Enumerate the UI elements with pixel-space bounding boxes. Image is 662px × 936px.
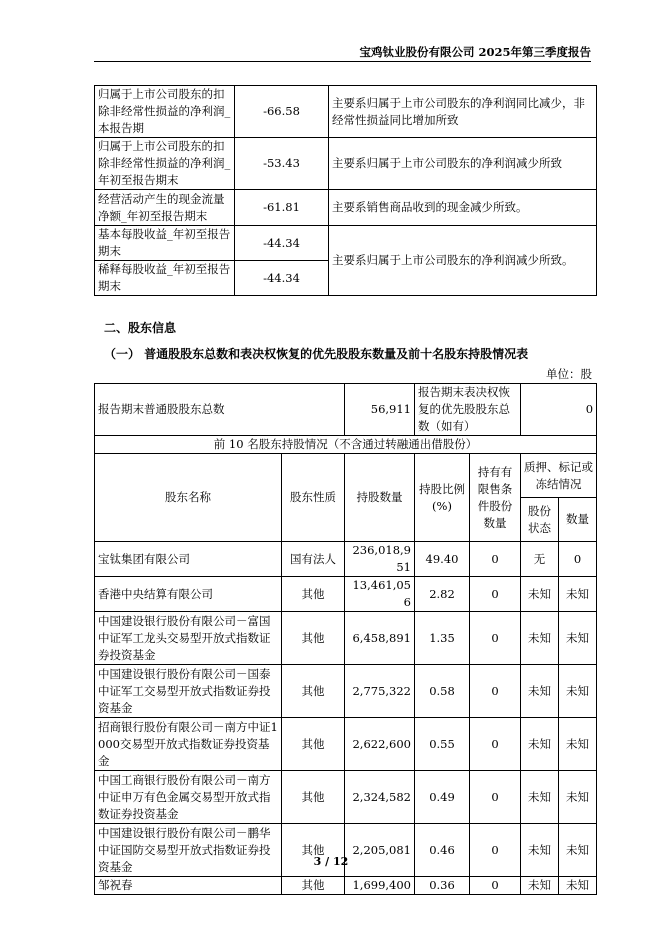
holder-ratio: 2.82: [415, 577, 470, 612]
holder-nature: 其他: [282, 577, 345, 612]
holder-status: 未知: [521, 771, 559, 824]
holder-name: 中国建设银行股份有限公司－鹏华中证国防交易型开放式指数证券投资基金: [95, 824, 282, 877]
item-cell: 稀释每股收益_年初至报告期末: [95, 261, 235, 296]
holder-qty: 未知: [559, 771, 597, 824]
holder-nature: 其他: [282, 877, 345, 895]
pct-cell: -66.58: [235, 86, 329, 138]
holder-shares: 2,775,322: [345, 665, 415, 718]
table-row: [95, 190, 597, 226]
holder-qty: 0: [559, 542, 597, 577]
holder-name: 中国建设银行股份有限公司－国泰中证军工交易型开放式指数证券投资基金: [95, 665, 282, 718]
table-row: [95, 86, 597, 138]
subsection-title: （一） 普通股股东总数和表决权恢复的优先股股东数量及前十名股东持股情况表: [104, 347, 529, 361]
item-cell: 基本每股收益_年初至报告期末: [95, 226, 235, 261]
reason-cell: 主要系归属于上市公司股东的净利润减少所致。: [329, 226, 597, 296]
holder-qty: 未知: [559, 577, 597, 612]
change-reason-table: [94, 85, 597, 296]
holder-restricted: 0: [470, 665, 521, 718]
holder-shares: 2,205,081: [345, 824, 415, 877]
common-holders-label: 报告期末普通股股东总数: [95, 384, 345, 436]
holder-qty: 未知: [559, 665, 597, 718]
holder-ratio: 0.46: [415, 824, 470, 877]
holder-shares: 13,461,056: [345, 577, 415, 612]
table-row: [95, 824, 597, 877]
col-nature-header: 股东性质: [282, 454, 345, 542]
holder-shares: 2,324,582: [345, 771, 415, 824]
col-restricted-header: 持有有限售条件股份数量: [470, 454, 521, 542]
table-row: [95, 718, 597, 771]
holder-status: 未知: [521, 577, 559, 612]
holder-restricted: 0: [470, 771, 521, 824]
holder-nature: 其他: [282, 612, 345, 665]
holder-status: 未知: [521, 665, 559, 718]
holder-shares: 6,458,891: [345, 612, 415, 665]
holder-status: 无: [521, 542, 559, 577]
preferred-holders-value: 0: [521, 384, 597, 436]
table-row: [95, 226, 597, 261]
page-number: 3 / 12: [313, 855, 349, 868]
holder-name: 香港中央结算有限公司: [95, 577, 282, 612]
table-row: [95, 138, 597, 190]
holder-shares: 2,622,600: [345, 718, 415, 771]
reason-cell: 主要系销售商品收到的现金减少所致。: [329, 190, 597, 226]
holder-status: 未知: [521, 612, 559, 665]
pct-cell: -44.34: [235, 226, 329, 261]
holder-restricted: 0: [470, 612, 521, 665]
col-shares-header: 持股数量: [345, 454, 415, 542]
table-row: [95, 542, 597, 577]
holder-qty: 未知: [559, 877, 597, 895]
col-pledge-qty-header: 数量: [559, 498, 597, 542]
holder-nature: 国有法人: [282, 542, 345, 577]
table-row: [95, 612, 597, 665]
preferred-holders-label: 报告期末表决权恢复的优先股股东总数（如有）: [415, 384, 521, 436]
reason-cell: 主要系归属于上市公司股东的净利润减少所致: [329, 138, 597, 190]
pct-cell: -53.43: [235, 138, 329, 190]
holder-status: 未知: [521, 877, 559, 895]
holder-restricted: 0: [470, 718, 521, 771]
holder-qty: 未知: [559, 612, 597, 665]
holder-name: 宝钛集团有限公司: [95, 542, 282, 577]
holder-ratio: 0.49: [415, 771, 470, 824]
report-header: 宝鸡钛业股份有限公司 2025年第三季度报告: [359, 45, 591, 59]
holder-ratio: 1.35: [415, 612, 470, 665]
holder-ratio: 0.36: [415, 877, 470, 895]
holder-name: 中国建设银行股份有限公司－富国中证军工龙头交易型开放式指数证券投资基金: [95, 612, 282, 665]
table-row: [95, 877, 597, 895]
holder-ratio: 0.55: [415, 718, 470, 771]
holder-qty: 未知: [559, 824, 597, 877]
shareholder-table: [94, 383, 597, 895]
holder-nature: 其他: [282, 824, 345, 877]
unit-label: 单位：股: [546, 367, 592, 381]
holder-restricted: 0: [470, 877, 521, 895]
holder-shares: 236,018,951: [345, 542, 415, 577]
holder-name: 招商银行股份有限公司－南方中证1000交易型开放式指数证券投资基金: [95, 718, 282, 771]
holder-ratio: 0.58: [415, 665, 470, 718]
holder-nature: 其他: [282, 665, 345, 718]
col-ratio-header: 持股比例(%): [415, 454, 470, 542]
holder-status: 未知: [521, 718, 559, 771]
holder-restricted: 0: [470, 577, 521, 612]
pct-cell: -44.34: [235, 261, 329, 296]
section-title: 二、股东信息: [104, 321, 177, 335]
holder-shares: 1,699,400: [345, 877, 415, 895]
col-name-header: 股东名称: [95, 454, 282, 542]
holder-nature: 其他: [282, 718, 345, 771]
item-cell: 经营活动产生的现金流量净额_年初至报告期末: [95, 190, 235, 226]
common-holders-value: 56,911: [345, 384, 415, 436]
top10-caption: 前 10 名股东持股情况（不含通过转融通出借股份）: [95, 436, 597, 454]
item-cell: 归属于上市公司股东的扣除非经常性损益的净利润_年初至报告期末: [95, 138, 235, 190]
holder-name: 邹祝春: [95, 877, 282, 895]
holder-restricted: 0: [470, 824, 521, 877]
header-row: [95, 454, 597, 498]
pct-cell: -61.81: [235, 190, 329, 226]
summary-row: [95, 384, 597, 436]
holder-ratio: 49.40: [415, 542, 470, 577]
caption-row: [95, 436, 597, 454]
holder-restricted: 0: [470, 542, 521, 577]
table-row: [95, 771, 597, 824]
header-rule: [94, 61, 591, 62]
holder-qty: 未知: [559, 718, 597, 771]
col-pledge-status-header: 股份状态: [521, 498, 559, 542]
col-pledge-header: 质押、标记或冻结情况: [521, 454, 597, 498]
holder-name: 中国工商银行股份有限公司－南方中证申万有色金属交易型开放式指数证券投资基金: [95, 771, 282, 824]
holder-status: 未知: [521, 824, 559, 877]
item-cell: 归属于上市公司股东的扣除非经常性损益的净利润_本报告期: [95, 86, 235, 138]
holder-nature: 其他: [282, 771, 345, 824]
table-row: [95, 665, 597, 718]
reason-cell: 主要系归属于上市公司股东的净利润同比减少，非经常性损益同比增加所致: [329, 86, 597, 138]
table-row: [95, 577, 597, 612]
